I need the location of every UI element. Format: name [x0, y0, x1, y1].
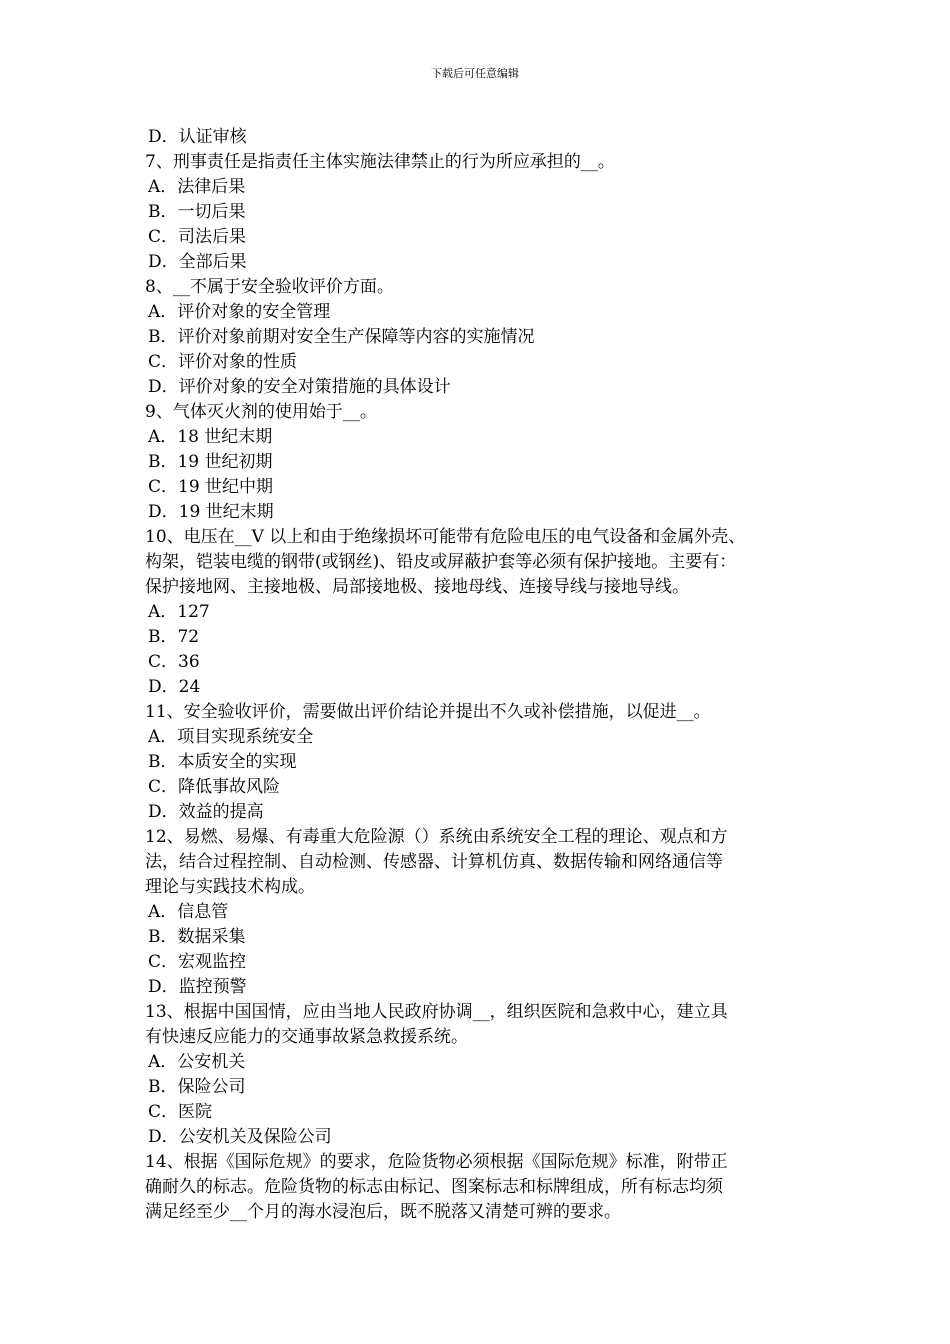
question-text-line: 10、电压在__V 以上和由于绝缘损坏可能带有危险电压的电气设备和金属外壳、: [145, 527, 746, 547]
answer-option: A．127: [148, 602, 210, 622]
answer-option: C．司法后果: [148, 227, 247, 247]
answer-option: C．降低事故风险: [148, 777, 281, 797]
question-text-line: 满足经至少__个月的海水浸泡后，既不脱落又清楚可辨的要求。: [145, 1202, 621, 1222]
answer-option: A．项目实现系统安全: [148, 727, 314, 747]
question-text-line: 法，结合过程控制、自动检测、传感器、计算机仿真、数据传输和网络通信等: [145, 852, 723, 872]
answer-option: C．医院: [148, 1102, 213, 1122]
question-text-line: 构架，铠装电缆的钢带(或钢丝)、铅皮或屏蔽护套等必须有保护接地。主要有：: [145, 552, 737, 572]
document-body: [145, 125, 813, 1225]
answer-option: C．19 世纪中期: [148, 477, 274, 497]
answer-option: B．保险公司: [148, 1077, 246, 1097]
answer-option: B．72: [148, 627, 200, 647]
answer-option: D．评价对象的安全对策措施的具体设计: [148, 377, 451, 397]
answer-option: B．评价对象前期对安全生产保障等内容的实施情况: [148, 327, 535, 347]
answer-option: C．宏观监控: [148, 952, 247, 972]
answer-option: A．信息管: [148, 902, 229, 922]
answer-option: D．效益的提高: [148, 802, 264, 822]
question-text: 11、安全验收评价，需要做出评价结论并提出不久或补偿措施，以促进__。: [145, 702, 711, 722]
question-text: 9、气体灭火剂的使用始于__。: [145, 402, 377, 422]
question-text-line: 有快速反应能力的交通事故紧急救援系统。: [145, 1027, 468, 1047]
page-header: 下载后可任意编辑: [431, 67, 519, 80]
answer-option: D．公安机关及保险公司: [148, 1127, 332, 1147]
answer-option: C．评价对象的性质: [148, 352, 298, 372]
answer-option: B．一切后果: [148, 202, 246, 222]
question-text-line: 12、易燃、易爆、有毒重大危险源（）系统由系统安全工程的理论、观点和方: [145, 827, 728, 847]
answer-option: A．公安机关: [148, 1052, 246, 1072]
question-text: 8、__不属于安全验收评价方面。: [145, 277, 394, 297]
answer-option: D．全部后果: [148, 252, 247, 272]
answer-option: B．数据采集: [148, 927, 246, 947]
answer-option: C．36: [148, 652, 200, 672]
answer-option: A．18 世纪末期: [148, 427, 273, 447]
question-text-line: 14、根据《国际危规》的要求，危险货物必须根据《国际危规》标准，附带正: [145, 1152, 728, 1172]
answer-option: B．本质安全的实现: [148, 752, 297, 772]
answer-option: D．19 世纪末期: [148, 502, 274, 522]
answer-option: A．评价对象的安全管理: [148, 302, 331, 322]
question-text-line: 确耐久的标志。危险货物的标志由标记、图案标志和标牌组成，所有标志均须: [145, 1177, 723, 1197]
answer-option: D．认证审核: [148, 127, 247, 147]
answer-option: B．19 世纪初期: [148, 452, 273, 472]
question-text-line: 理论与实践技术构成。: [145, 877, 315, 897]
answer-option: D．监控预警: [148, 977, 247, 997]
answer-option: A．法律后果: [148, 177, 246, 197]
question-text-line: 13、根据中国国情，应由当地人民政府协调__，组织医院和急救中心，建立具: [145, 1002, 728, 1022]
answer-option: D．24: [148, 677, 201, 697]
question-text-line: 保护接地网、主接地极、局部接地极、接地母线、连接导线与接地导线。: [145, 577, 689, 597]
question-text: 7、刑事责任是指责任主体实施法律禁止的行为所应承担的__。: [145, 152, 615, 172]
